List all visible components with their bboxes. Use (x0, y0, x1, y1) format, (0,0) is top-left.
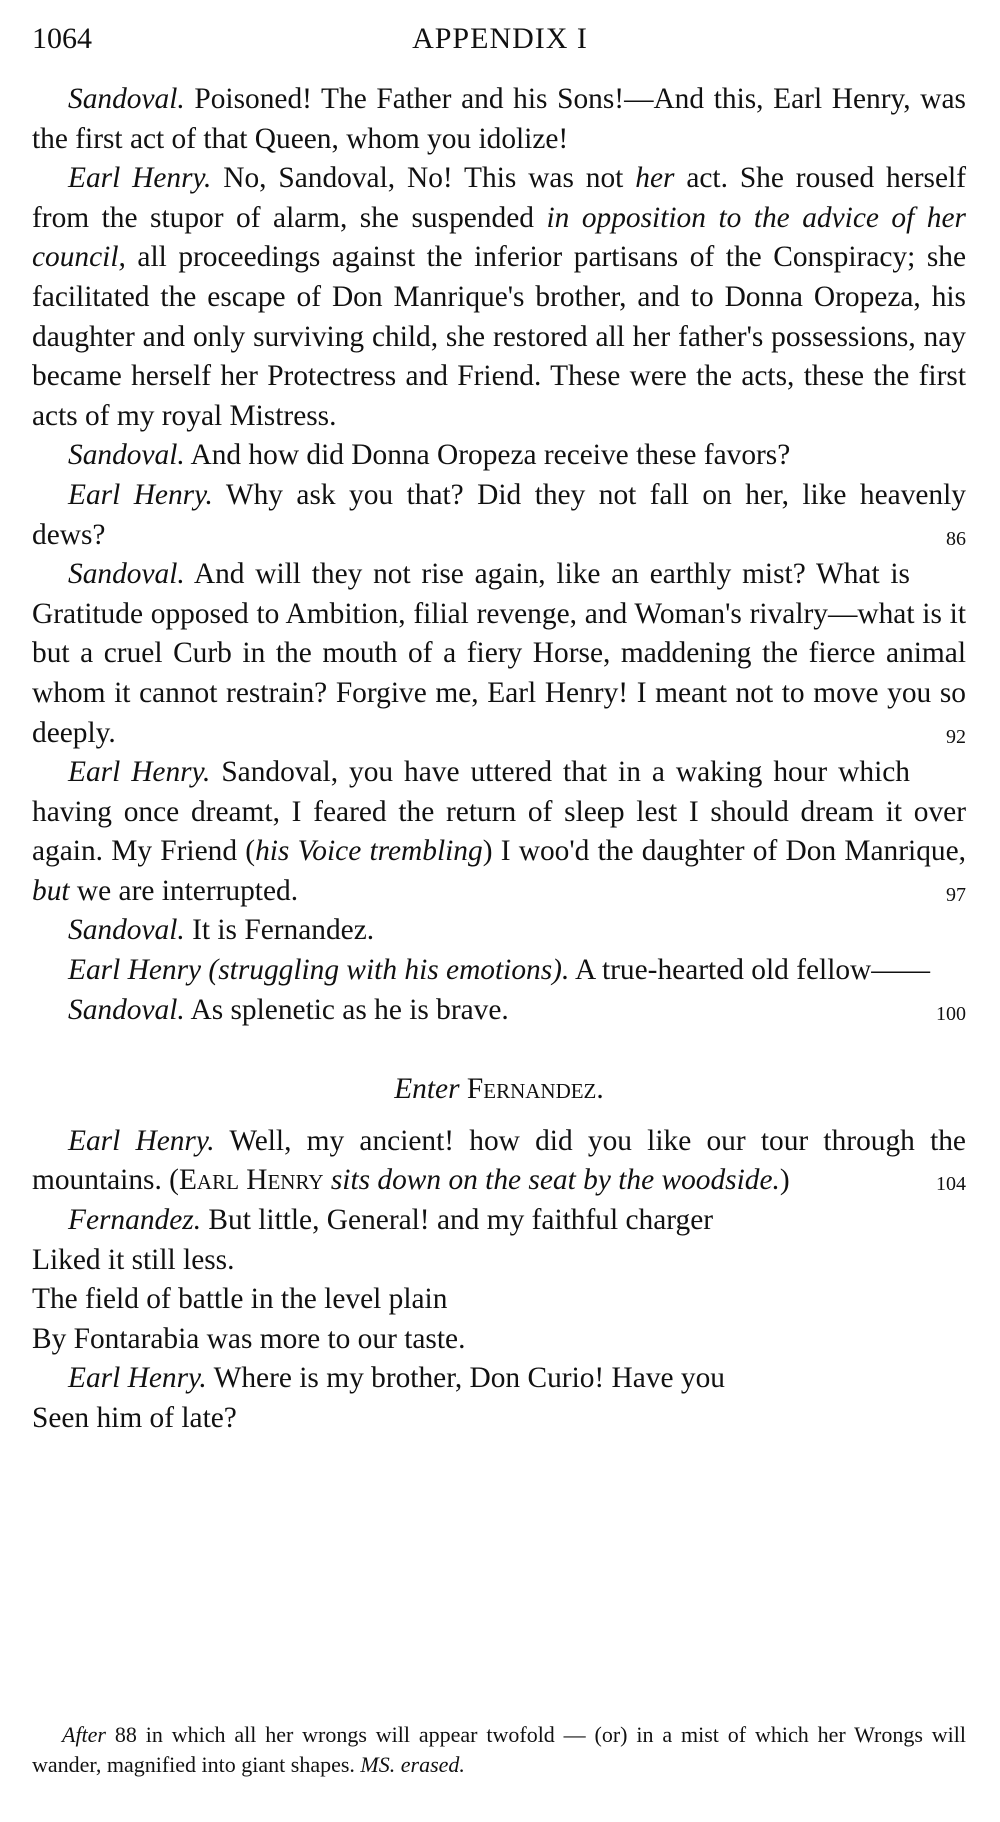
speech-text: Why ask you that? Did they not fall on her, like heavenly dews? (32, 478, 966, 551)
speaker-name: Earl Henry. (68, 478, 213, 511)
speech-text: Well, my ancient! how did you like our tour through the mountains. ( (32, 1124, 966, 1197)
footnote-text: 88 in which all her wrongs will appear twofold — (or) in a mist of which her Wrongs will wander, magnified into giant shapes. (32, 1722, 966, 1777)
character-name: Earl Henry (178, 1164, 324, 1197)
entrance-direction (32, 1070, 966, 1110)
verse-line (32, 1201, 966, 1241)
speech-text: But little, General! and my faithful charger (208, 1204, 714, 1237)
speaker-name: Earl Henry (68, 954, 202, 987)
speech-text: It is Fernandez. (192, 914, 375, 947)
speech-text: Poisoned! The Father and his Sons!—And this, Earl Henry, was the first act of that Queen, whom you idolize! (32, 83, 966, 155)
speech-text: And will they not rise again, like an earthly mist? What is Gratitude opposed to Ambition, filial revenge, and Woman's rivalry—what is it but a cruel Curb in the mouth of a fiery Horse, maddening the fierce animal whom it cannot restrain? Forgive me, Earl Henry! I meant not to move you so deeply. (32, 558, 966, 749)
speaker-name: Earl Henry. (68, 162, 212, 195)
stage-direction: sits down on the seat by the woodside. (323, 1164, 780, 1197)
verse-line: The field of battle in the level plain (32, 1283, 448, 1316)
stage-direction: his Voice trembling (255, 835, 483, 868)
verse-line: Liked it still less. (32, 1243, 235, 1276)
emphasis-text: in opposition to the advice of her council, (32, 201, 966, 274)
speech-text: No, Sandoval, No! This was not (223, 162, 636, 195)
speech (32, 159, 966, 436)
speaker-name: Sandoval. (68, 993, 185, 1026)
running-title: APPENDIX I (412, 22, 588, 55)
page-number: 1064 (32, 22, 92, 55)
speech (32, 911, 966, 951)
speaker-name: Earl Henry. (68, 1124, 215, 1157)
verse-line: Seen him of late? (32, 1402, 237, 1434)
page-body (32, 80, 966, 1439)
line-number: 104 (936, 1173, 966, 1196)
line-number: 97 (946, 883, 966, 906)
speech (32, 753, 966, 911)
speech-text: we are interrupted. (69, 874, 299, 907)
emphasis-text: but (32, 874, 70, 907)
footnote (32, 1720, 966, 1780)
speech-text: ) I woo'd the daughter of Don Manrique, (482, 835, 966, 868)
speech (32, 436, 966, 476)
speaker-name: Sandoval. (68, 914, 185, 947)
speech (32, 991, 966, 1031)
speaker-name: Earl Henry. (68, 1362, 207, 1395)
speech-text: Sandoval, you have uttered that in a waking hour which having once dreamt, I feared the return of sleep lest I should dream it over again. My Friend ( (32, 756, 966, 868)
footnote-after: After (62, 1722, 106, 1747)
speech-text: As splenetic as he is brave. (190, 993, 509, 1026)
speech-text: A true-hearted old fellow—— (575, 954, 931, 987)
verse-line (32, 1359, 966, 1399)
speech (32, 555, 966, 753)
speaker-name: Fernandez. (68, 1204, 202, 1237)
speech (32, 1122, 966, 1201)
speech-text: act. She roused herself from the stupor of alarm, she suspended (32, 162, 966, 234)
speech-text: Where is my brother, Don Curio! Have you (213, 1362, 726, 1395)
speech-text: all proceedings against the inferior partisans of the Conspiracy; she facilitated the escape of Don Manrique's brother, and to Donna Oropeza, his daughter and only surviving child, she restored all her father's possessions, nay became herself her Protectress and Friend. These were the acts, these the first acts of my royal Mistress. (32, 241, 966, 432)
speaker-name: Sandoval. (68, 439, 185, 472)
verse-line: By Fontarabia was more to our taste. (32, 1322, 466, 1355)
emphasis-text: her (635, 162, 675, 195)
page-header (32, 22, 968, 62)
entering-character: Fernandez. (466, 1073, 604, 1106)
footnote-ms: MS. erased. (360, 1752, 465, 1777)
line-number: 100 (936, 1002, 966, 1025)
speech-text: And how did Donna Oropeza receive these favors? (190, 439, 791, 472)
line-number: 86 (946, 527, 966, 550)
speaker-name: Sandoval. (68, 83, 185, 115)
speaker-name: Sandoval. (68, 558, 185, 591)
speech (32, 80, 966, 159)
stage-direction: (struggling with his emotions). (208, 954, 570, 987)
line-number: 92 (946, 725, 966, 748)
speech-text: ) (779, 1164, 790, 1197)
enter-word: Enter (394, 1073, 460, 1106)
speaker-name: Earl Henry. (68, 756, 211, 789)
speech (32, 476, 966, 555)
